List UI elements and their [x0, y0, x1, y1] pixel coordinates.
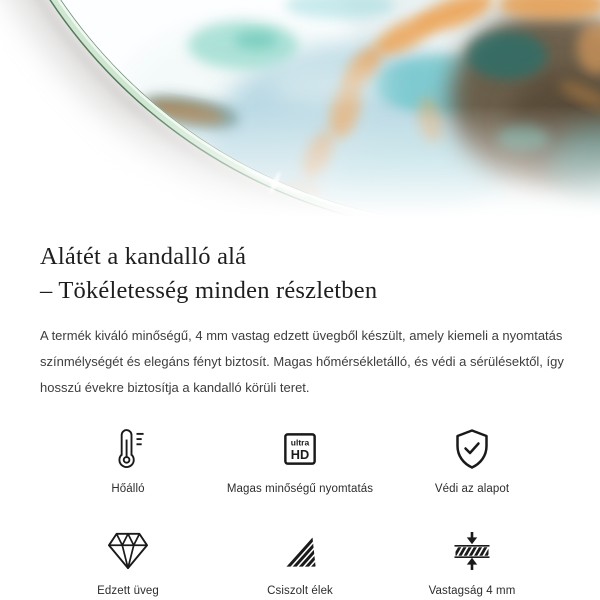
feature-thickness: [386, 528, 558, 597]
product-description-section: [0, 234, 600, 597]
feature-protects-base: [386, 426, 558, 495]
product-description: [40, 323, 564, 401]
polished-edges-icon: [283, 534, 317, 568]
feature-label: Védi az alapot: [434, 483, 510, 495]
feature-heat-resistant: [42, 426, 214, 495]
product-image: [0, 0, 600, 234]
glass-pad-image: [0, 0, 600, 234]
page-title: [40, 240, 560, 308]
feature-grid: [40, 426, 560, 597]
title-line-2: – Tökéletesség minden részletben: [40, 277, 378, 304]
title-line-1: Alátét a kandalló alá: [40, 243, 247, 270]
feature-label: Magas minőségű nyomtatás: [226, 483, 374, 495]
ultra-hd-icon-text-top: ultra: [290, 437, 310, 448]
feature-tempered-glass: [42, 528, 214, 597]
feature-label: Csiszolt élek: [267, 585, 333, 597]
feature-label: Vastagság 4 mm: [428, 585, 516, 597]
diamond-icon: [106, 531, 150, 571]
description-line: A termék kiváló minőségű, 4 mm vastag edzett üvegből készült, amely kiemeli a nyomtatás: [40, 328, 563, 343]
shield-check-icon: [453, 428, 491, 470]
feature-label: Edzett üveg: [97, 585, 159, 597]
description-line: színmélységét és elegáns fényt biztosít. Magas hőmérsékletálló, és védi a sérülésektől, így: [40, 354, 564, 369]
thickness-icon: [452, 529, 492, 573]
description-line: hosszú évekre biztosítja a kandalló körüli teret.: [40, 380, 310, 395]
thermometer-icon: [111, 427, 145, 471]
ultra-hd-icon-text-bottom: HD: [290, 446, 310, 462]
feature-polished-edges: [214, 528, 386, 597]
ultra-hd-icon: [283, 432, 317, 466]
feature-print-quality: [214, 426, 386, 495]
feature-label: Hőálló: [111, 483, 145, 495]
